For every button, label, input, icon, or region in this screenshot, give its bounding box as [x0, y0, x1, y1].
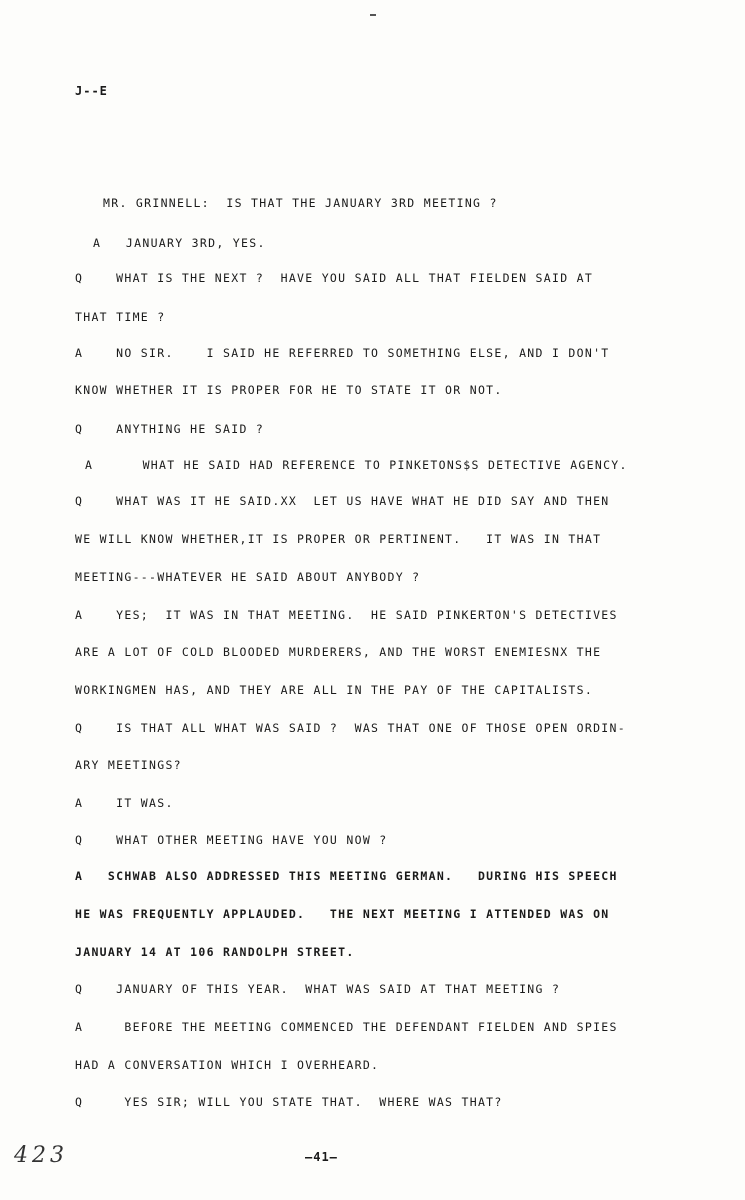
transcript-line-10: WE WILL KNOW WHETHER,IT IS PROPER OR PERTINENT. IT WAS IN THAT — [75, 532, 602, 546]
transcript-line-17: A IT WAS. — [75, 796, 174, 810]
transcript-line-24: HAD A CONVERSATION WHICH I OVERHEARD. — [75, 1058, 380, 1072]
handwritten-margin-number: 423 — [14, 1143, 68, 1168]
transcript-line-18: Q WHAT OTHER MEETING HAVE YOU NOW ? — [75, 833, 388, 847]
transcript-line-4: THAT TIME ? — [75, 310, 166, 324]
transcript-line-14: WORKINGMEN HAS, AND THEY ARE ALL IN THE PAY OF THE CAPITALISTS. — [75, 683, 594, 697]
transcript-line-1: MR. GRINNELL: IS THAT THE JANUARY 3RD MEETING ? — [103, 196, 498, 210]
transcript-line-22: Q JANUARY OF THIS YEAR. WHAT WAS SAID AT THAT MEETING ? — [75, 982, 561, 996]
transcript-line-5: A NO SIR. I SAID HE REFERRED TO SOMETHING ELSE, AND I DON'T — [75, 346, 610, 360]
transcript-line-7: Q ANYTHING HE SAID ? — [75, 422, 265, 436]
page-code: J--E — [75, 84, 108, 98]
transcript-line-13: ARE A LOT OF COLD BLOODED MURDERERS, AND THE WORST ENEMIESNX THE — [75, 645, 602, 659]
transcript-line-15: Q IS THAT ALL WHAT WAS SAID ? WAS THAT ONE OF THOSE OPEN ORDIN- — [75, 721, 626, 735]
transcript-line-16: ARY MEETINGS? — [75, 758, 182, 772]
transcript-line-21: JANUARY 14 AT 106 RANDOLPH STREET. — [75, 945, 355, 959]
transcript-line-19: A SCHWAB ALSO ADDRESSED THIS MEETING GERMAN. DURING HIS SPEECH — [75, 869, 618, 883]
transcript-line-6: KNOW WHETHER IT IS PROPER FOR HE TO STATE IT OR NOT. — [75, 383, 503, 397]
transcript-line-12: A YES; IT WAS IN THAT MEETING. HE SAID PINKERTON'S DETECTIVES — [75, 608, 618, 622]
transcript-line-23: A BEFORE THE MEETING COMMENCED THE DEFENDANT FIELDEN AND SPIES — [75, 1020, 618, 1034]
transcript-line-20: HE WAS FREQUENTLY APPLAUDED. THE NEXT MEETING I ATTENDED WAS ON — [75, 907, 610, 921]
transcript-line-2: A JANUARY 3RD, YES. — [93, 236, 266, 250]
transcript-line-3: Q WHAT IS THE NEXT ? HAVE YOU SAID ALL THAT FIELDEN SAID AT — [75, 271, 594, 285]
transcript-line-11: MEETING---WHATEVER HE SAID ABOUT ANYBODY ? — [75, 570, 421, 584]
top-mark — [370, 14, 376, 16]
transcript-line-8: A WHAT HE SAID HAD REFERENCE TO PINKETONS$S DETECTIVE AGENCY. — [85, 458, 628, 472]
transcript-line-9: Q WHAT WAS IT HE SAID.XX LET US HAVE WHAT HE DID SAY AND THEN — [75, 494, 610, 508]
page-number: —41— — [305, 1150, 338, 1164]
transcript-line-25: Q YES SIR; WILL YOU STATE THAT. WHERE WAS THAT? — [75, 1095, 503, 1109]
